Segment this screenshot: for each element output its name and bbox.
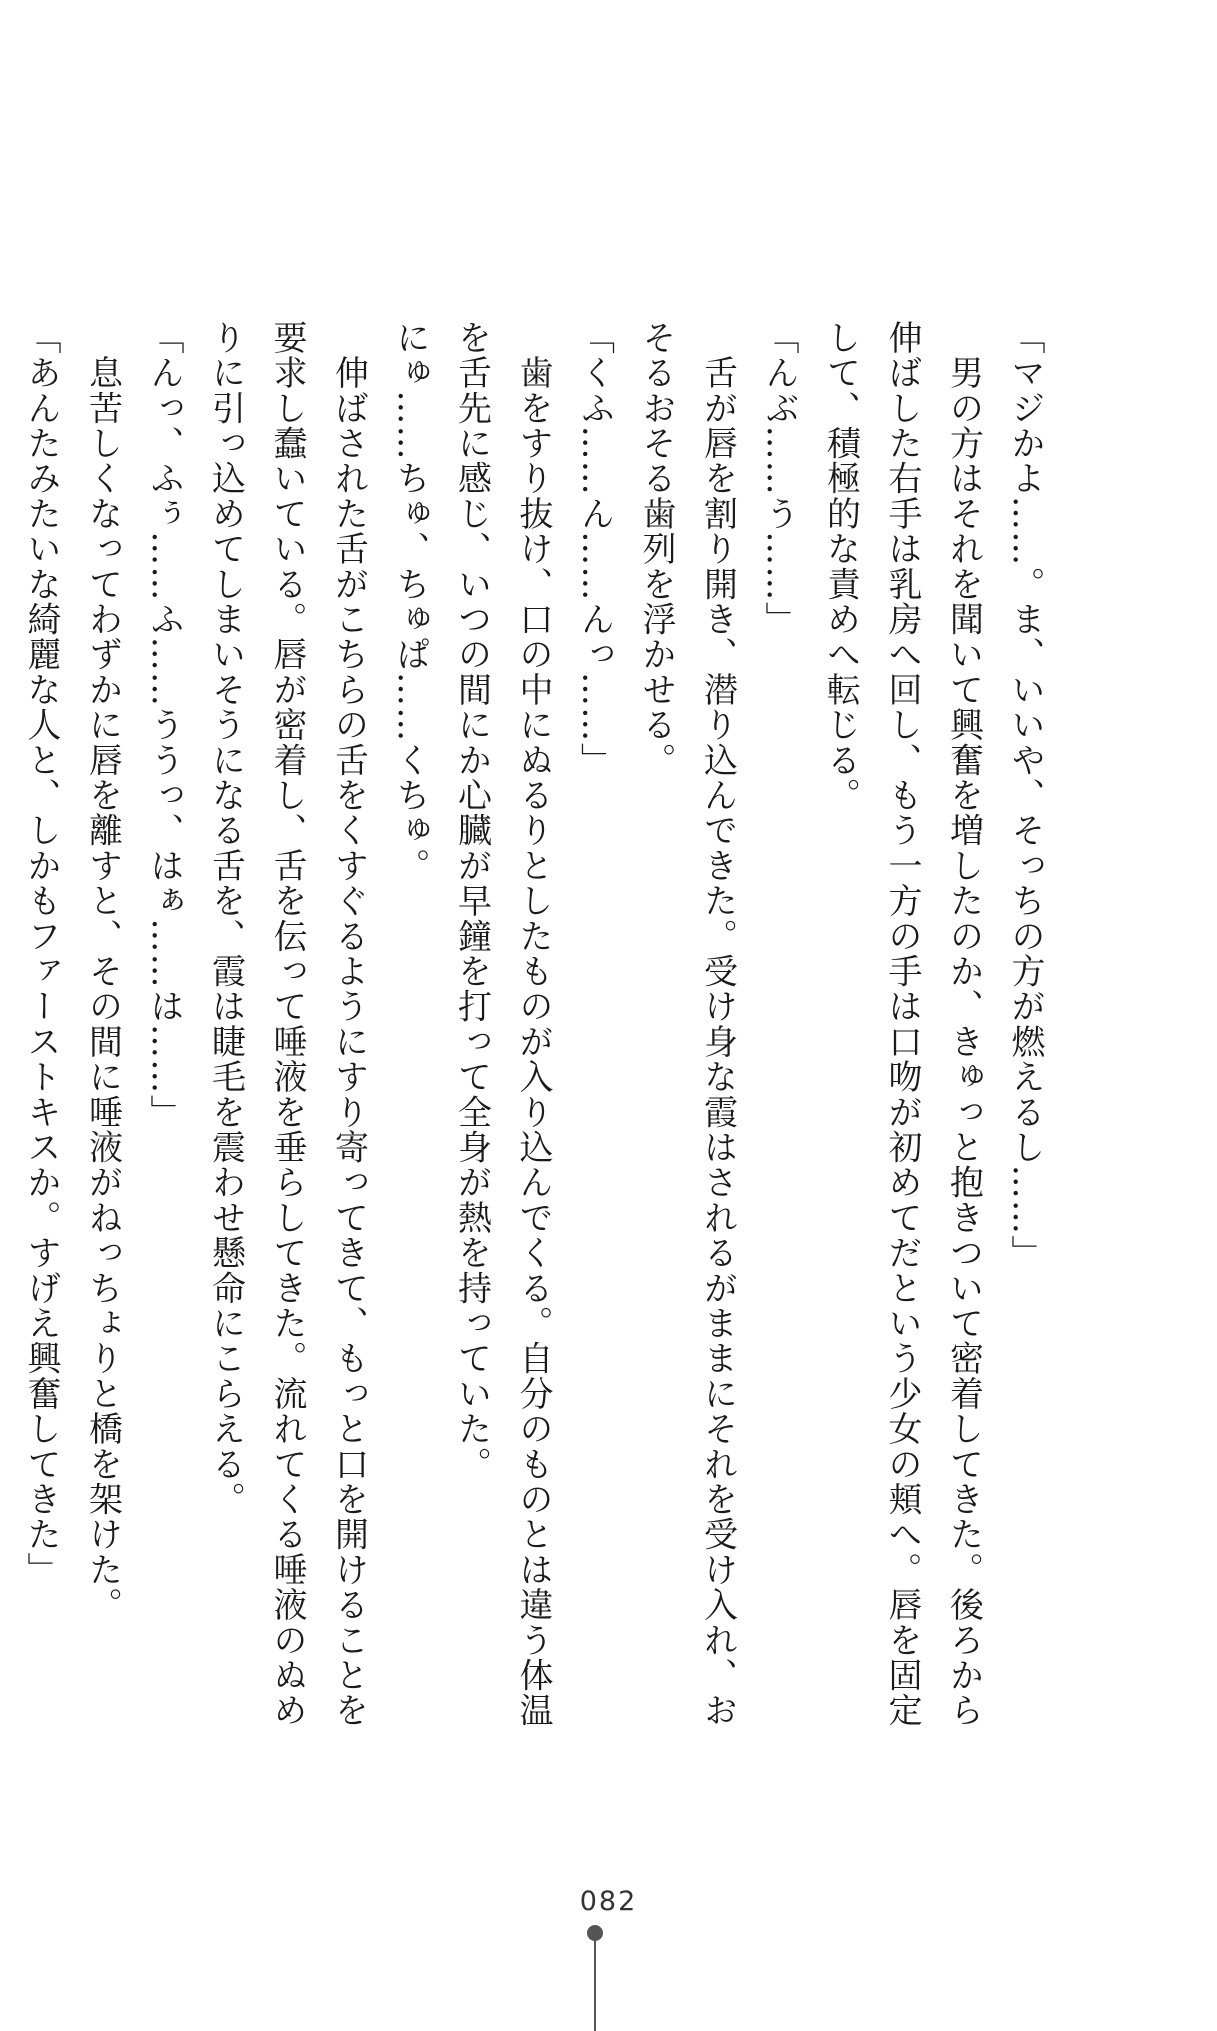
text-line-15: 「んっ、ふぅ……ふ……ううっ、はぁ……は……」 [144,320,184,1130]
page-marker-line [594,1936,596,2031]
text-line-11: にゅ……ちゅ、ちゅぱ……くちゅ。 [390,320,430,884]
text-line-9: 歯をすり抜け、口の中にぬるりとしたものが入り込んでくる。自分のものとは違う体温 [513,320,553,1728]
text-line-18 [0,320,10,1700]
text-line-16: 息苦しくなってわずかに唇を離すと、その間に唾液がねっちょりと橋を架けた。 [82,320,123,1623]
text-line-2: 男の方はそれを聞いて興奮を増したのか、きゅっと抱きついて密着してきた。後ろから [943,320,984,1728]
text-line-13: 要求し蠢いている。唇が密着し、舌を伝って唾液を垂らしてきた。流れてくる唾液のぬめ [267,320,307,1728]
text-line-4: して、積極的な責めへ転じる。 [820,320,861,813]
text-line-10: を舌先に感じ、いつの間にか心臓が早鐘を打って全身が熱を持っていた。 [451,320,492,1482]
text-line-3: 伸ばした右手は乳房へ回し、もう一方の手は口吻が初めてだという少女の頬へ。唇を固定 [882,320,922,1728]
text-line-8: 「くふ……ん……んっ……」 [574,320,615,778]
body-text [0,320,1055,1728]
page-number: 082 [579,1886,638,1917]
text-line-1: 「マジかよ……。ま、いいや、そっちの方が燃えるし……」 [1005,320,1045,1271]
text-line-17: 「あんたみたいな綺麗な人と、しかもファーストキスか。すげえ興奮してきた」 [21,320,61,1588]
text-line-12: 伸ばされた舌がこちらの舌をくすぐるようにすり寄ってきて、もっと口を開けることを [328,320,369,1728]
text-line-7: そるおそる歯列を浮かせる。 [636,320,676,778]
text-line-14: りに引っ込めてしまいそうになる舌を、霞は睫毛を震わせ懸命にこらえる。 [205,320,246,1517]
text-line-6: 舌が唇を割り開き、潜り込んできた。受け身な霞はされるがままにそれを受け入れ、お [697,320,738,1728]
text-line-5: 「んぶ……う……」 [759,320,799,637]
